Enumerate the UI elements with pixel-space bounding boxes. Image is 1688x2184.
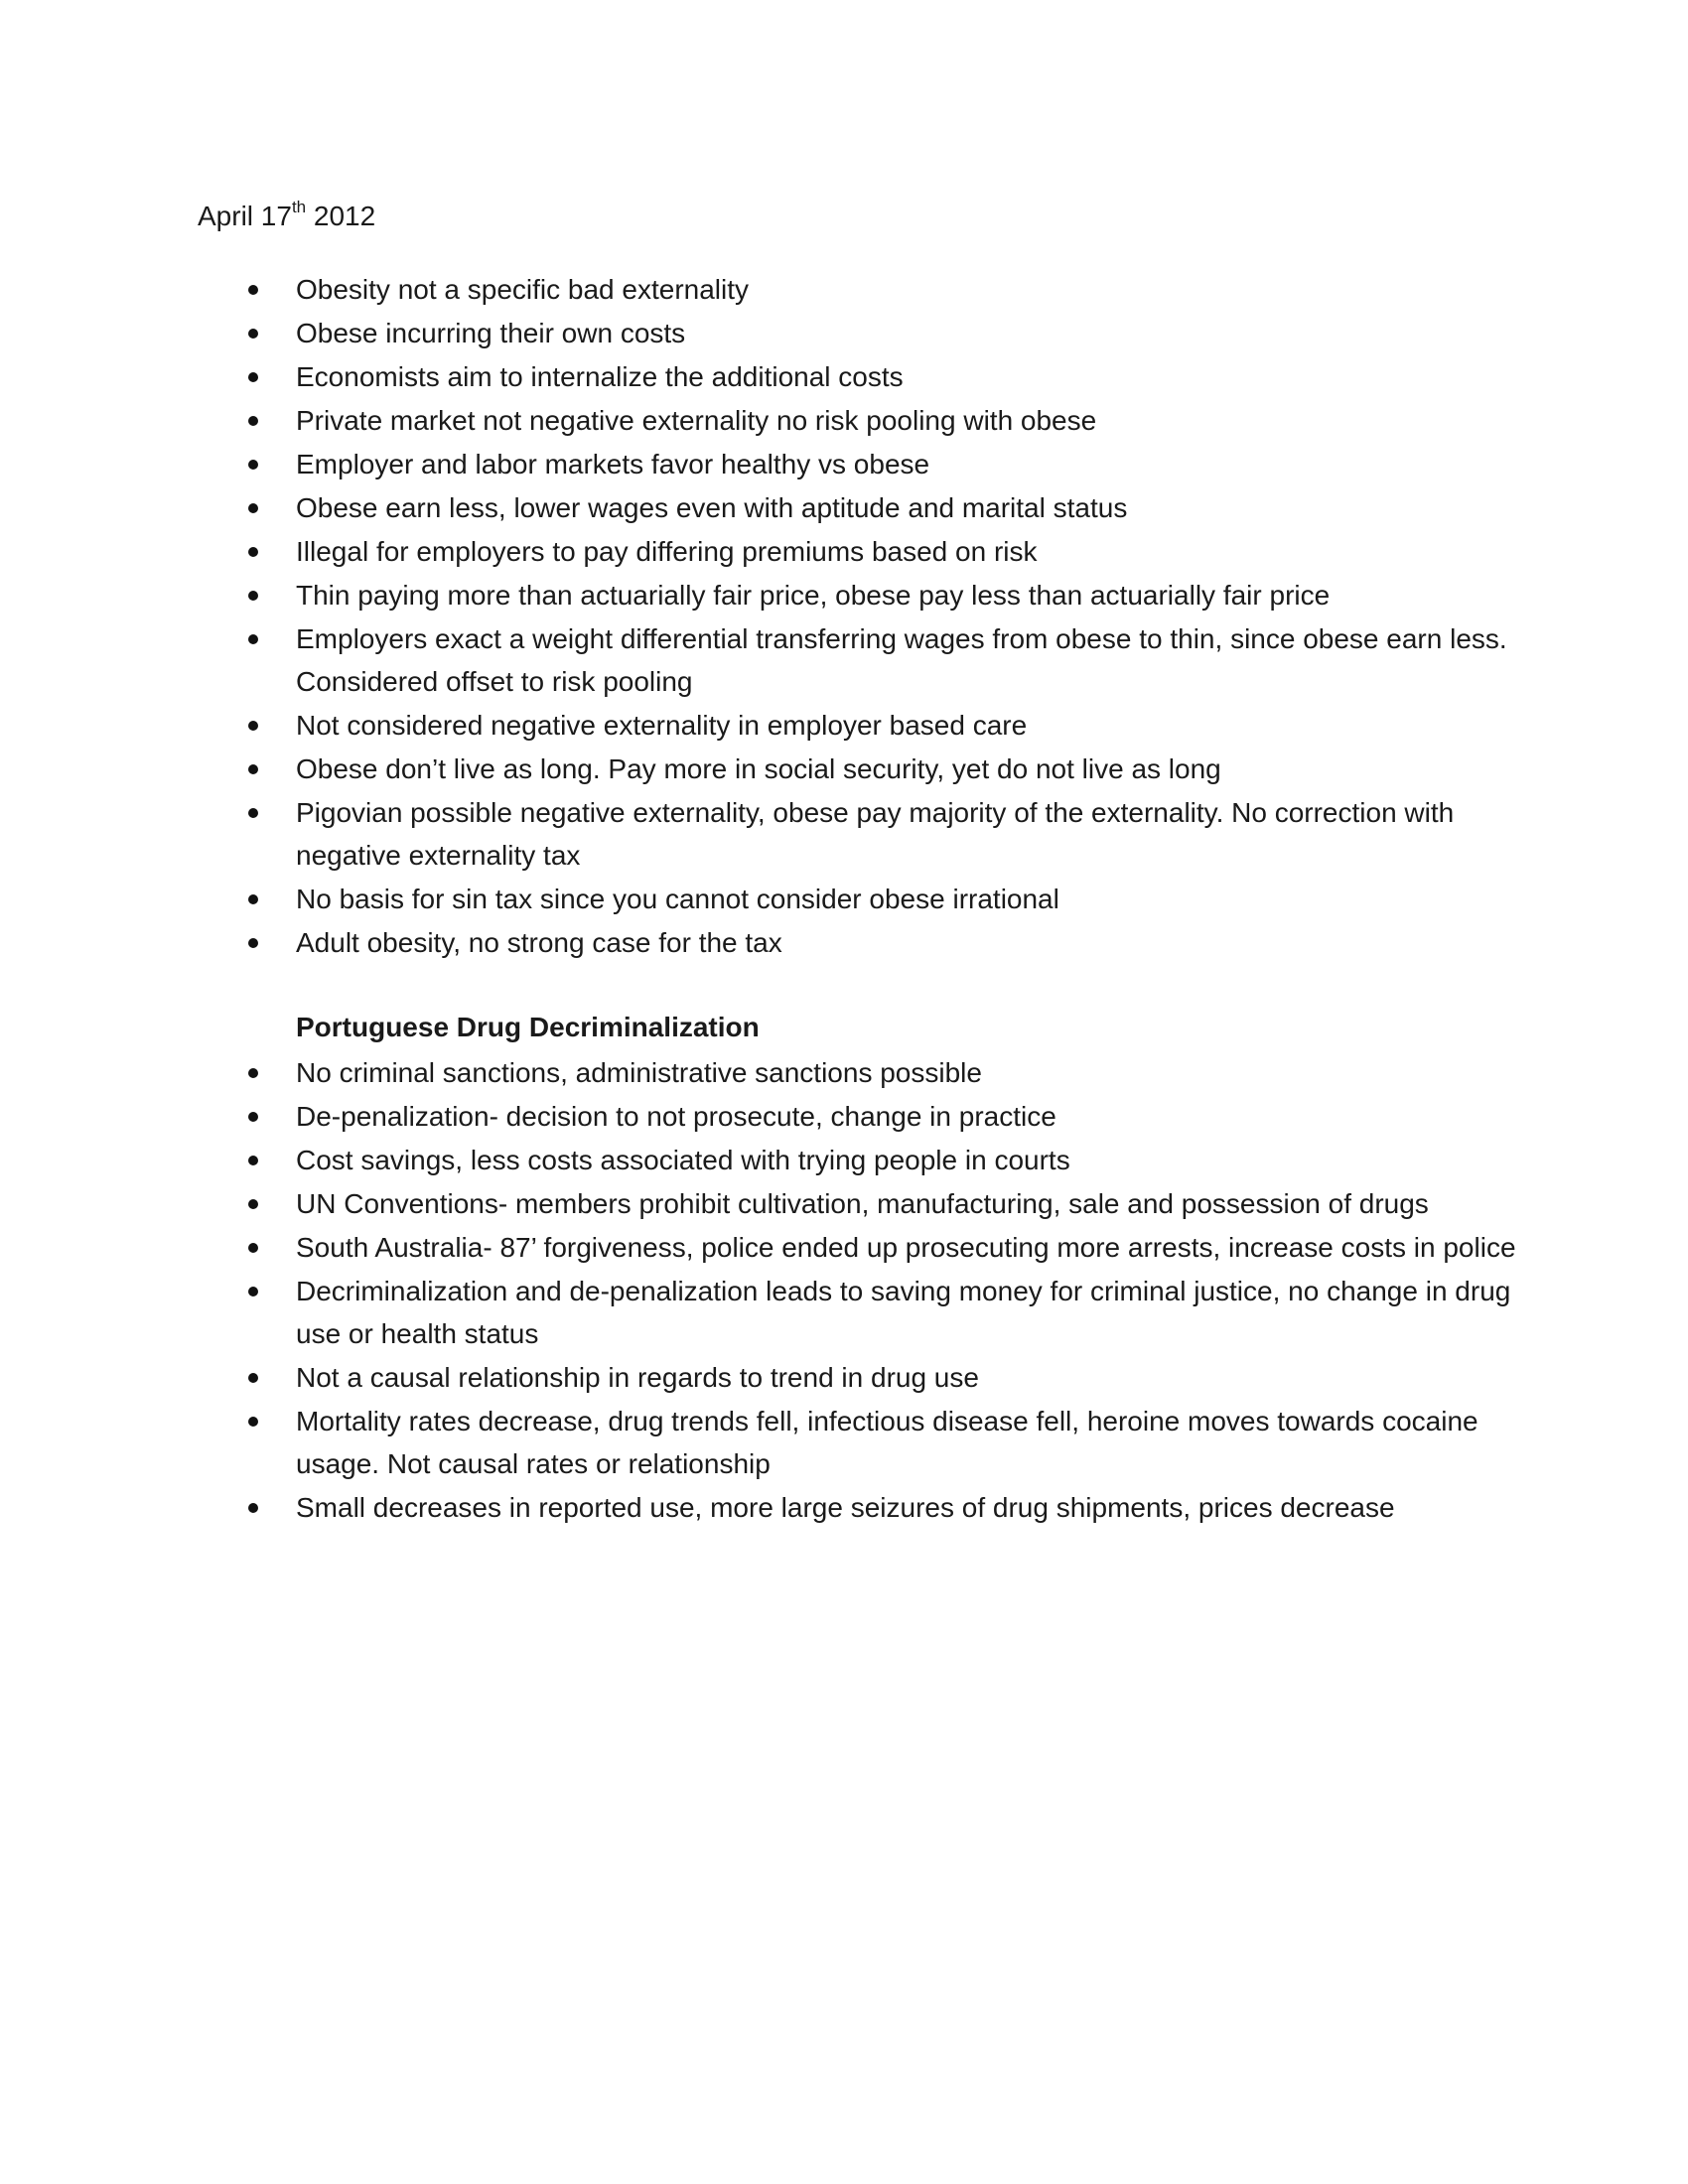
drug-decriminalization-list: [238, 1051, 1519, 1530]
list-item-text: De-penalization- decision to not prosecute, change in practice: [296, 1101, 1056, 1132]
bullet-icon: [248, 1417, 258, 1427]
bullet-icon: [248, 1287, 258, 1297]
bullet-icon: [248, 1199, 258, 1209]
bullet-icon: [248, 721, 258, 731]
list-item-text: No basis for sin tax since you cannot consider obese irrational: [296, 884, 1059, 914]
list-item: [238, 486, 1519, 529]
list-item-text: Obese don’t live as long. Pay more in social security, yet do not live as long: [296, 753, 1221, 784]
bullet-icon: [248, 372, 258, 382]
list-item-text: Adult obesity, no strong case for the tax: [296, 927, 782, 958]
bullet-icon: [248, 591, 258, 601]
bullet-icon: [248, 460, 258, 470]
list-item: [238, 574, 1519, 616]
list-item: [238, 1270, 1519, 1355]
list-item-text: Obese incurring their own costs: [296, 318, 686, 348]
list-item-text: Thin paying more than actuarially fair price, obese pay less than actuarially fair price: [296, 580, 1331, 611]
bullet-icon: [248, 547, 258, 557]
list-item: [238, 1400, 1519, 1485]
list-item: [238, 312, 1519, 354]
section-heading: Portuguese Drug Decriminalization: [296, 1012, 760, 1042]
list-item: [238, 1356, 1519, 1399]
date-year: 2012: [306, 201, 376, 231]
bullet-icon: [248, 634, 258, 644]
bullet-icon: [248, 329, 258, 339]
list-item: [238, 617, 1519, 703]
bullet-icon: [248, 503, 258, 513]
list-item: [238, 1226, 1519, 1269]
list-item: [238, 878, 1519, 920]
list-item-text: Private market not negative externality no risk pooling with obese: [296, 405, 1097, 436]
bullet-icon: [248, 808, 258, 818]
bullet-icon: [248, 894, 258, 904]
list-item-text: Not considered negative externality in employer based care: [296, 710, 1028, 741]
bullet-icon: [248, 1112, 258, 1122]
list-item: [238, 1139, 1519, 1181]
bullet-icon: [248, 1373, 258, 1383]
bullet-icon: [248, 1156, 258, 1165]
list-item-text: Economists aim to internalize the additional costs: [296, 361, 904, 392]
list-item: [238, 268, 1519, 311]
bullet-icon: [248, 938, 258, 948]
list-item-text: Obesity not a specific bad externality: [296, 274, 750, 305]
date-ordinal-suffix: th: [291, 197, 307, 216]
document-date: [198, 199, 375, 234]
list-item-text: Pigovian possible negative externality, obese pay majority of the externality. No correction with negative externality tax: [296, 797, 1455, 871]
date-month-day: April 17: [198, 201, 292, 231]
bullet-icon: [248, 1243, 258, 1253]
list-item-text: Illegal for employers to pay differing premiums based on risk: [296, 536, 1038, 567]
list-item: [238, 1486, 1519, 1529]
list-item: [238, 748, 1519, 790]
list-item: [238, 443, 1519, 485]
list-item-text: South Australia- 87’ forgiveness, police ended up prosecuting more arrests, increase costs in police: [296, 1232, 1516, 1263]
bullet-icon: [248, 764, 258, 774]
bullet-icon: [248, 1068, 258, 1078]
list-item-text: Cost savings, less costs associated with trying people in courts: [296, 1145, 1070, 1175]
list-item: [238, 355, 1519, 398]
list-item-text: Obese earn less, lower wages even with aptitude and marital status: [296, 492, 1128, 523]
bullet-icon: [248, 285, 258, 295]
list-item: [238, 1095, 1519, 1138]
list-item-text: Employer and labor markets favor healthy vs obese: [296, 449, 930, 479]
list-item: [238, 921, 1519, 964]
list-item-text: Small decreases in reported use, more large seizures of drug shipments, prices decrease: [296, 1492, 1395, 1523]
list-item-text: Decriminalization and de-penalization leads to saving money for criminal justice, no change in drug use or health status: [296, 1276, 1511, 1349]
list-item: [238, 704, 1519, 747]
list-item-text: UN Conventions- members prohibit cultivation, manufacturing, sale and possession of drugs: [296, 1188, 1429, 1219]
list-item: [238, 1182, 1519, 1225]
list-item: [238, 530, 1519, 573]
bullet-icon: [248, 416, 258, 426]
list-item: [238, 1051, 1519, 1094]
bullet-icon: [248, 1503, 258, 1513]
list-item-text: Employers exact a weight differential transferring wages from obese to thin, since obese earn less. Considered offset to risk pooling: [296, 623, 1507, 697]
obesity-notes-list: [238, 268, 1519, 965]
list-item-text: Not a causal relationship in regards to trend in drug use: [296, 1362, 979, 1393]
list-item: [238, 399, 1519, 442]
list-item-text: Mortality rates decrease, drug trends fell, infectious disease fell, heroine moves towards cocaine usage. Not causal rates or relationship: [296, 1406, 1478, 1479]
list-item: [238, 791, 1519, 877]
list-item-text: No criminal sanctions, administrative sanctions possible: [296, 1057, 982, 1088]
